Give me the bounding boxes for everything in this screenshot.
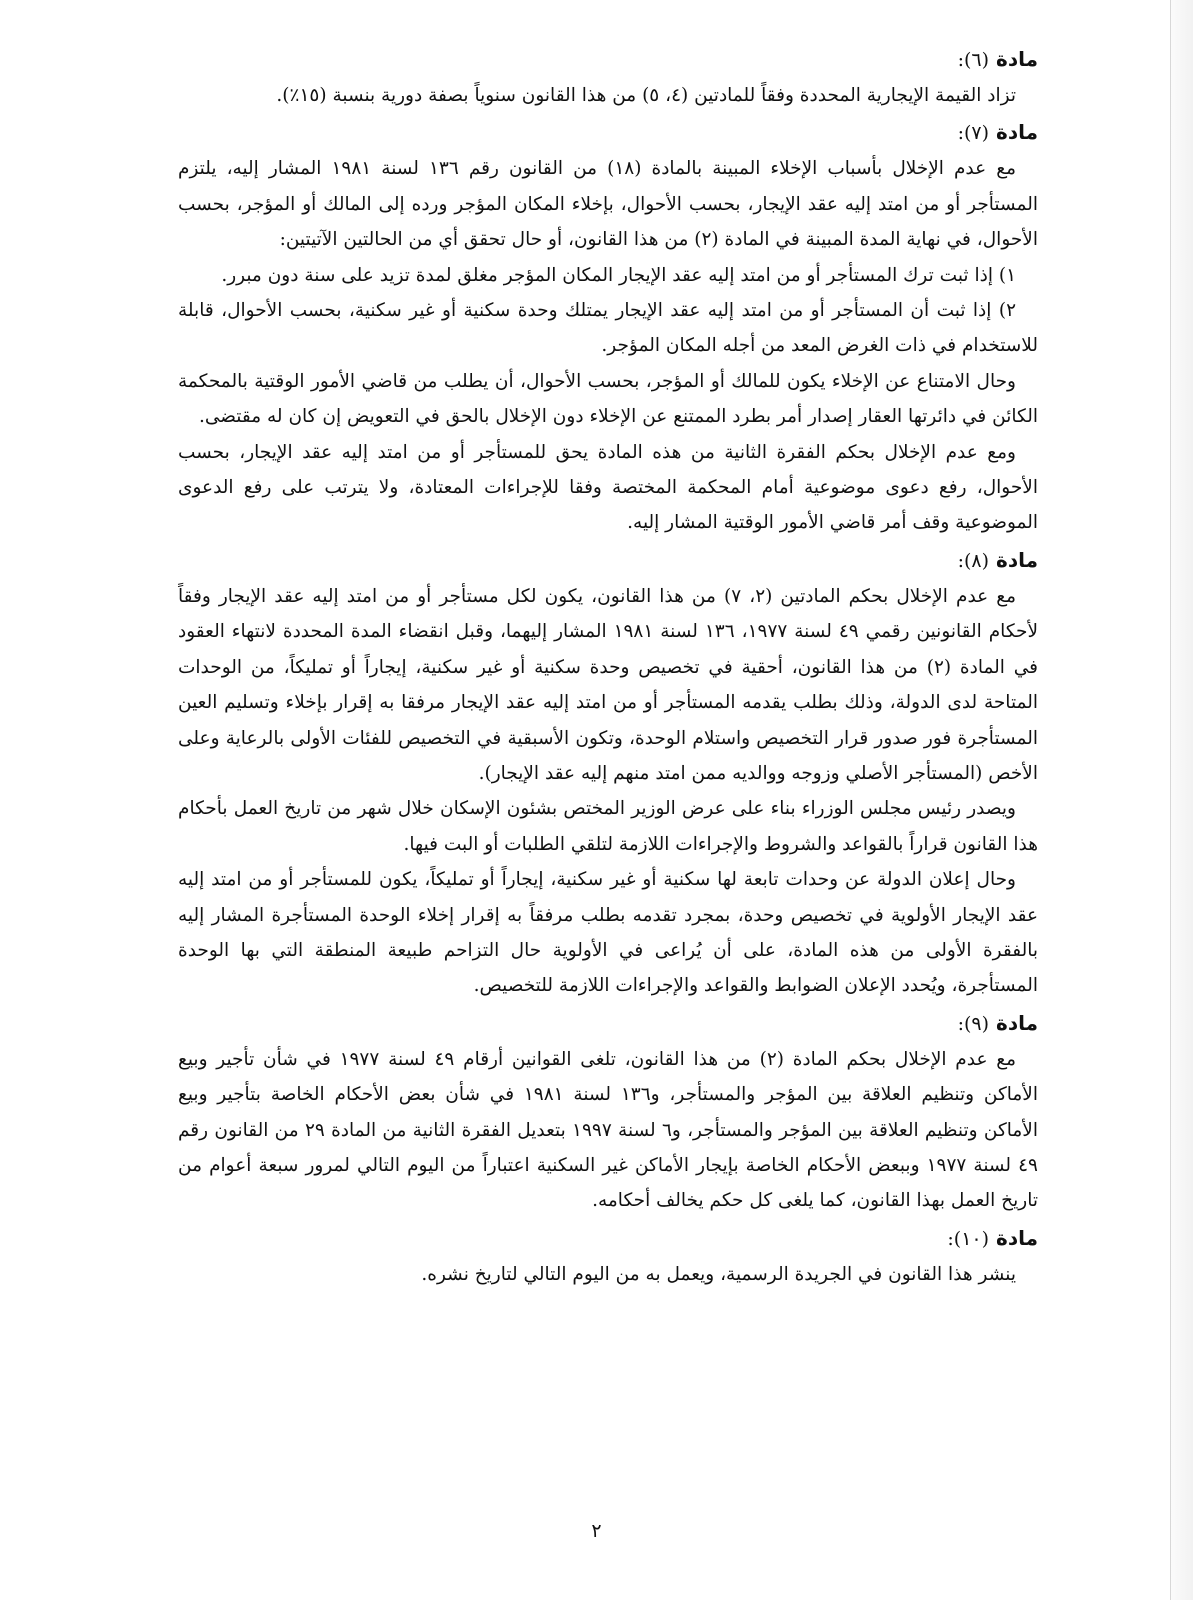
article-heading bbox=[178, 113, 1038, 151]
article-number: (٩): bbox=[957, 1012, 990, 1035]
article-heading-label: مادة bbox=[996, 120, 1038, 145]
page-number: ٢ bbox=[591, 1520, 602, 1542]
article-heading-label: مادة bbox=[996, 1010, 1038, 1035]
article-heading bbox=[178, 40, 1038, 78]
article-9 bbox=[178, 1004, 1038, 1219]
article-heading-label: مادة bbox=[996, 1225, 1038, 1250]
article-number: (٨): bbox=[957, 549, 990, 572]
article-paragraph: مع عدم الإخلال بحكم المادتين (٢، ٧) من هذا القانون، يكون لكل مستأجر أو من امتد إليه عقد الإيجار وفقاً لأحكام القانونين رقمي ٤٩ لسنة ١٩٧٧، ١٣٦ لسنة ١٩٨١ المشار إليهما، وقبل انقضاء المدة المحددة لانتهاء العقود في المادة (٢) من هذا القانون، أحقية في تخصيص وحدة سكنية أو غير سكنية، إيجاراً أو تمليكاً، من الوحدات المتاحة لدى الدولة، وذلك بطلب يقدمه المستأجر أو من امتد إليه عقد الإيجار مرفقا به إقرار بإخلاء وتسليم العين المستأجرة فور صدور قرار التخصيص واستلام الوحدة، وتكون الأسبقية في التخصيص للفئات الأولى بالرعاية وعلى الأخص (المستأجر الأصلي وزوجه ووالديه ممن امتد منهم إليه عقد الإيجار). bbox=[178, 585, 1039, 784]
article-heading-label: مادة bbox=[996, 547, 1038, 572]
article-list-item: ١) إذا ثبت ترك المستأجر أو من امتد إليه عقد الإيجار المكان المؤجر مغلق لمدة تزيد على سنة دون مبرر. bbox=[221, 264, 1016, 286]
article-paragraph: ومع عدم الإخلال بحكم الفقرة الثانية من هذه المادة يحق للمستأجر أو من امتد إليه عقد الإيجار، بحسب الأحوال، رفع دعوى موضوعية أمام المحكمة المختصة وفقا للإجراءات المعتادة، ولا يترتب على رفع الدعوى الموضوعية وقف أمر قاضي الأمور الوقتية المشار إليه. bbox=[178, 441, 1038, 534]
article-number: (١٠): bbox=[947, 1227, 990, 1250]
article-heading bbox=[178, 1219, 1038, 1257]
article-list-item: ٢) إذا ثبت أن المستأجر أو من امتد إليه عقد الإيجار يمتلك وحدة سكنية أو غير سكنية، بحسب الأحوال، قابلة للاستخدام في ذات الغرض المعد من أجله المكان المؤجر. bbox=[178, 300, 1038, 357]
article-6 bbox=[178, 40, 1038, 113]
article-heading-label: مادة bbox=[996, 47, 1038, 71]
article-heading bbox=[178, 1004, 1038, 1042]
article-paragraph: وحال الامتناع عن الإخلاء يكون للمالك أو المؤجر، بحسب الأحوال، أن يطلب من قاضي الأمور الوقتية بالمحكمة الكائن في دائرتها العقار إصدار أمر بطرد الممتنع عن الإخلاء دون الإخلال بالحق في التعويض إن كان له مقتضى. bbox=[178, 370, 1038, 428]
article-paragraph: مع عدم الإخلال بحكم المادة (٢) من هذا القانون، تلغى القوانين أرقام ٤٩ لسنة ١٩٧٧ في شأن تأجير وبيع الأماكن وتنظيم العلاقة بين المؤجر والمستأجر، و١٣٦ لسنة ١٩٨١ في شأن بعض الأحكام الخاصة بتأجير وبيع الأماكن وتنظيم العلاقة بين المؤجر والمستأجر، و٦ لسنة ١٩٩٧ بتعديل الفقرة الثانية من المادة ٢٩ من القانون رقم ٤٩ لسنة ١٩٧٧ وببعض الأحكام الخاصة بإيجار الأماكن غير السكنية اعتباراً من اليوم التالي لمرور سبعة أعوام من تاريخ العمل بهذا القانون، كما يلغى كل حكم يخالف أحكامه. bbox=[178, 1048, 1039, 1212]
article-paragraph: وحال إعلان الدولة عن وحدات تابعة لها سكنية أو غير سكنية، إيجاراً أو تمليكاً، يكون للمستأجر أو من امتد إليه عقد الإيجار الأولوية في تخصيص وحدة، بمجرد تقدمه بطلب مرفقاً به إقرار إخلاء الوحدة المستأجرة المشار إليه بالفقرة الأولى من هذه المادة، على أن يُراعى في الأولوية حال التزاحم طبيعة المنطقة التي بها الوحدة المستأجرة، ويُحدد الإعلان الضوابط والقواعد والإجراءات اللازمة للتخصيص. bbox=[178, 869, 1038, 997]
article-paragraph: مع عدم الإخلال بأسباب الإخلاء المبينة بالمادة (١٨) من القانون رقم ١٣٦ لسنة ١٩٨١ المشار إليه، يلتزم المستأجر أو من امتد إليه عقد الإيجار، بحسب الأحوال، بإخلاء المكان المؤجر ورده إلى المالك أو المؤجر، بحسب الأحوال، في نهاية المدة المبينة في المادة (٢) من هذا القانون، أو حال تحقق أي من الحالتين الآتيتين: bbox=[178, 158, 1038, 251]
article-number: (٧): bbox=[957, 122, 990, 145]
article-8 bbox=[178, 541, 1038, 1004]
article-number: (٦): bbox=[957, 49, 990, 71]
page-edge bbox=[1170, 0, 1193, 1600]
article-7 bbox=[178, 113, 1038, 540]
article-10 bbox=[178, 1219, 1038, 1292]
article-paragraph: ينشر هذا القانون في الجريدة الرسمية، ويعمل به من اليوم التالي لتاريخ نشره. bbox=[421, 1263, 1016, 1285]
article-paragraph: ويصدر رئيس مجلس الوزراء بناء على عرض الوزير المختص بشئون الإسكان خلال شهر من تاريخ العمل بأحكام هذا القانون قراراً بالقواعد والشروط والإجراءات اللازمة لتلقي الطلبات أو البت فيها. bbox=[178, 798, 1038, 855]
article-paragraph: تزاد القيمة الإيجارية المحددة وفقاً للمادتين (٤، ٥) من هذا القانون سنوياً بصفة دورية بنسبة (١٥٪). bbox=[276, 85, 1016, 106]
article-heading bbox=[178, 541, 1038, 579]
document-body bbox=[178, 40, 1038, 1292]
